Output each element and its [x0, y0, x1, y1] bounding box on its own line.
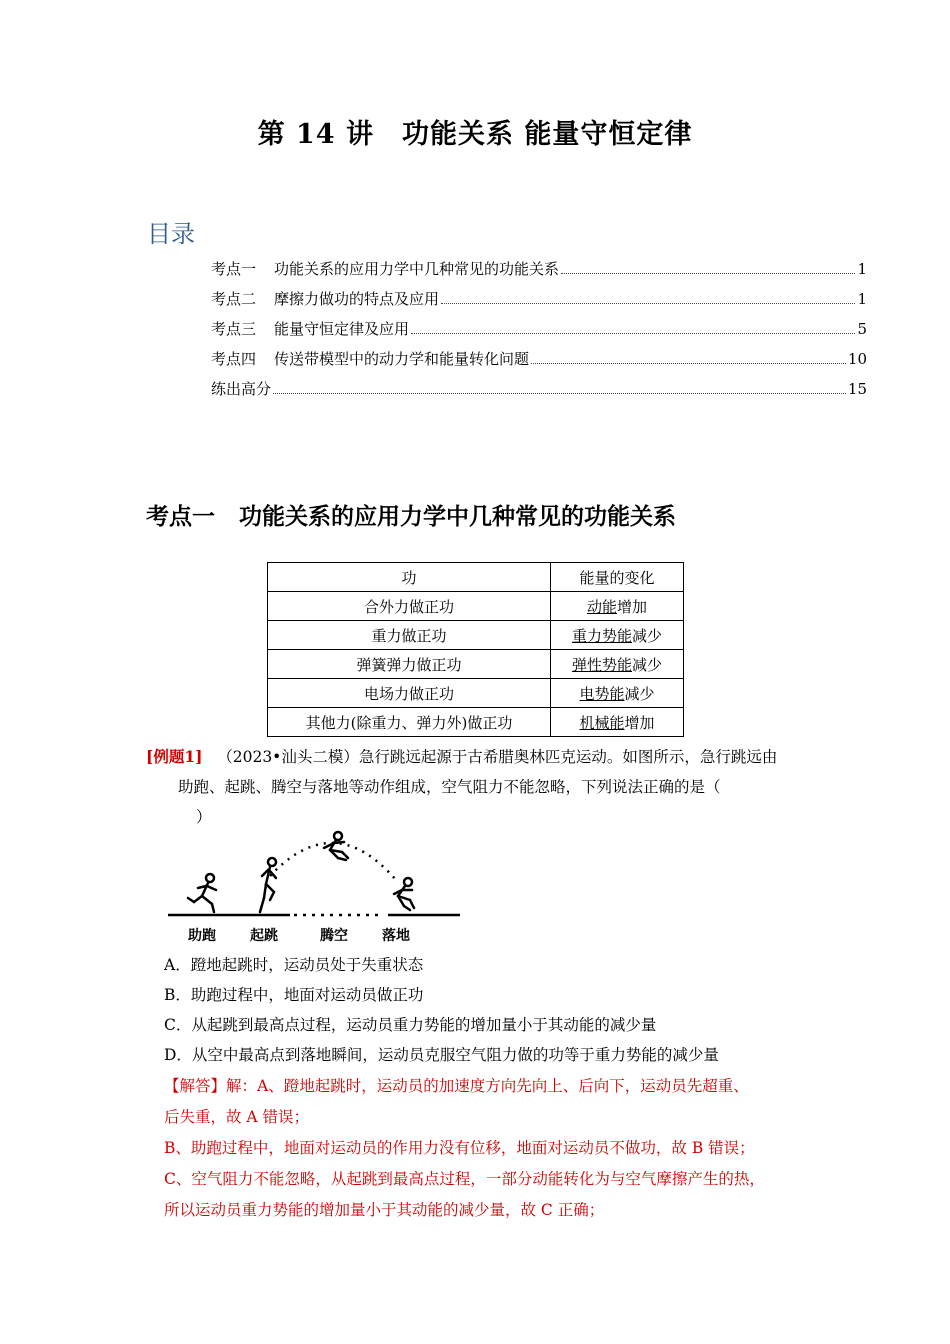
example-text-line: 助跑、起跳、腾空与落地等动作组成，空气阻力不能忽略，下列说法正确的是（: [178, 778, 721, 796]
section-title: 功能关系的应用力学中几种常见的功能关系: [239, 503, 676, 530]
landing-jumper-icon: [394, 878, 414, 910]
jump-trajectory: [270, 843, 396, 880]
work-energy-table: [267, 562, 684, 737]
table-header-work: 功: [268, 563, 551, 592]
table-cell-energy: [551, 708, 684, 737]
solution-line: 所以运动员重力势能的增加量小于其动能的减少量，故 C 正确；: [164, 1201, 605, 1219]
section-label: 考点一: [146, 503, 215, 530]
table-cell-energy: [551, 621, 684, 650]
toc-leader-dots: [441, 302, 855, 304]
section-heading: [146, 498, 676, 531]
table-of-contents: [211, 258, 867, 408]
toc-item-page: 10: [847, 350, 867, 368]
table-cell-work: 弹簧弹力做正功: [268, 650, 551, 679]
table-cell-work: 电场力做正功: [268, 679, 551, 708]
toc-item-label: 考点三: [211, 320, 257, 338]
example-text-line: （2023•汕头二模）急行跳远起源于古希腊奥林匹克运动。如图所示，急行跳远由: [217, 748, 778, 766]
energy-term: 重力势能: [571, 626, 632, 645]
toc-item-page: 5: [857, 320, 867, 338]
figure-label-run: 助跑: [188, 928, 216, 944]
table-row: [268, 650, 684, 679]
table-row: [268, 621, 684, 650]
solution-line: 后失重，故 A 错误；: [164, 1108, 310, 1126]
option-c[interactable]: C．从起跳到最高点过程，运动员重力势能的增加量小于其动能的减少量: [164, 1016, 657, 1034]
solution-line: 【解答】解：A、蹬地起跳时，运动员的加速度方向先向上、后向下，运动员先超重、: [164, 1077, 749, 1095]
table-cell-work: 合外力做正功: [268, 592, 551, 621]
energy-term: 电势能: [579, 684, 625, 703]
example-question: [146, 742, 810, 832]
table-cell-energy: [551, 650, 684, 679]
figure-label-airborne: 腾空: [320, 928, 348, 944]
energy-change: 减少: [632, 655, 663, 674]
toc-item-text: 功能关系的应用力学中几种常见的功能关系: [274, 260, 560, 278]
energy-term: 机械能: [579, 713, 625, 732]
toc-item-text: 能量守恒定律及应用: [274, 320, 410, 338]
figure-label-landing: 落地: [382, 928, 410, 944]
table-cell-energy: [551, 679, 684, 708]
figure-label-takeoff: 起跳: [250, 928, 278, 944]
toc-item[interactable]: [211, 348, 867, 378]
toc-item[interactable]: [211, 378, 867, 408]
option-d[interactable]: D．从空中最高点到落地瞬间，运动员克服空气阻力做的功等于重力势能的减少量: [164, 1046, 719, 1064]
table-cell-energy: [551, 592, 684, 621]
toc-leader-dots: [561, 272, 855, 274]
toc-item[interactable]: [211, 288, 867, 318]
example-text-line: ）: [196, 808, 212, 826]
example-tag: [例题1]: [146, 747, 203, 766]
solution-line: B、助跑过程中，地面对运动员的作用力没有位移，地面对运动员不做功，故 B 错误；: [164, 1139, 755, 1157]
table-row: [268, 708, 684, 737]
toc-item-page: 1: [857, 260, 867, 278]
toc-item-text: 练出高分: [211, 380, 272, 398]
table-row: [268, 679, 684, 708]
toc-leader-dots: [411, 332, 855, 334]
energy-change: 增加: [617, 597, 648, 616]
airborne-jumper-icon: [324, 832, 348, 860]
takeoff-jumper-icon: [260, 858, 276, 912]
toc-item-text: 传送带模型中的动力学和能量转化问题: [274, 350, 530, 368]
toc-heading: 目录: [147, 220, 195, 248]
option-a[interactable]: A．蹬地起跳时，运动员处于失重状态: [164, 956, 424, 974]
page-title: 第 14 讲 功能关系 能量守恒定律: [257, 119, 693, 150]
toc-item-page: 15: [847, 380, 867, 398]
table-header-row: [268, 563, 684, 592]
energy-change: 减少: [632, 626, 663, 645]
toc-item-label: 考点二: [211, 290, 257, 308]
option-b[interactable]: B．助跑过程中，地面对运动员做正功: [164, 986, 424, 1004]
table-header-energy: 能量的变化: [551, 563, 684, 592]
table-cell-work: 重力做正功: [268, 621, 551, 650]
table-cell-work: 其他力(除重力、弹力外)做正功: [268, 708, 551, 737]
energy-change: 增加: [624, 713, 655, 732]
toc-item-label: 考点四: [211, 350, 257, 368]
toc-item[interactable]: [211, 258, 867, 288]
toc-leader-dots: [531, 362, 846, 364]
toc-item-page: 1: [857, 290, 867, 308]
long-jump-figure: [164, 828, 464, 948]
toc-item[interactable]: [211, 318, 867, 348]
table-row: [268, 592, 684, 621]
solution-line: C、空气阻力不能忽略，从起跳到最高点过程，一部分动能转化为与空气摩擦产生的热，: [164, 1170, 765, 1188]
energy-change: 减少: [624, 684, 655, 703]
runner-icon: [188, 874, 216, 912]
answer-options: [164, 950, 719, 1070]
toc-item-text: 摩擦力做功的特点及应用: [274, 290, 440, 308]
toc-leader-dots: [273, 392, 846, 394]
solution-text: [164, 1071, 824, 1226]
toc-item-label: 考点一: [211, 260, 257, 278]
energy-term: 动能: [586, 597, 617, 616]
energy-term: 弹性势能: [571, 655, 632, 674]
